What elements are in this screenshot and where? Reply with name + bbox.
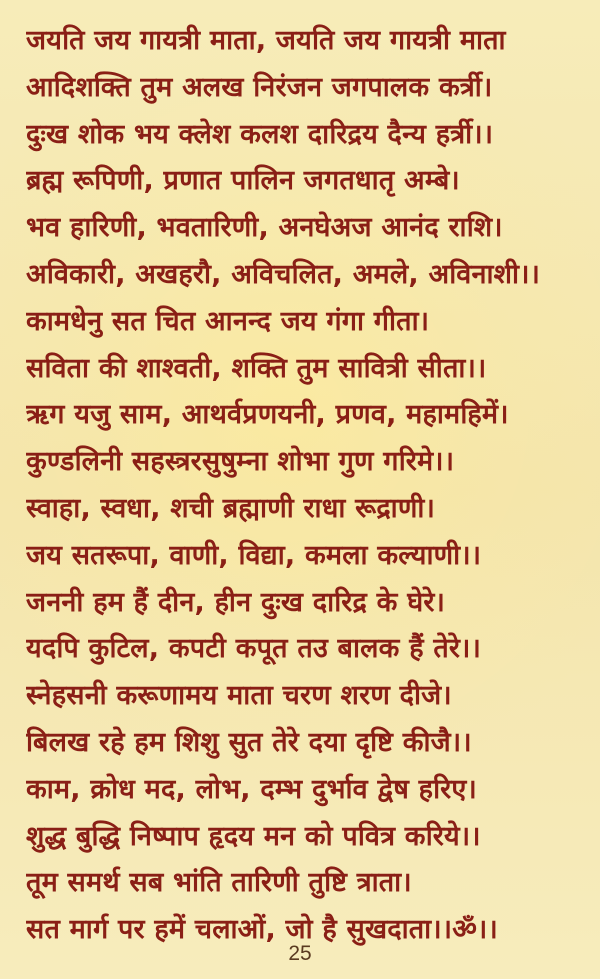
- verse-line: स्नेहसनी करूणामय माता चरण शरण दीजे।: [26, 680, 452, 712]
- verse-line: आदिशक्ति तुम अलख निरंजन जगपालक कर्त्री।: [26, 71, 493, 103]
- verse-line: बिलख रहे हम शिशु सुत तेरे दया दृष्टि कीजै।।: [26, 726, 472, 758]
- verse-line: शुद्ध बुद्धि निष्पाप हृदय मन को पवित्र करिये।।: [26, 820, 481, 852]
- verse-line: कुण्डलिनी सहस्त्ररसुषुम्ना शोभा गुण गरिमे।।: [26, 446, 455, 478]
- verse-line: भव हारिणी, भवतारिणी, अनघेअज आनंद राशि।: [26, 212, 503, 244]
- verse-line: कामधेनु सत चित आनन्द जय गंगा गीता।: [26, 305, 430, 337]
- verse-line: अविकारी, अखहरौ, अविचलित, अमले, अविनाशी।।: [26, 258, 541, 290]
- verse-line: ऋग यजु साम, आथर्वप्रणयनी, प्रणव, महामहिमें।: [26, 399, 509, 431]
- verse-line: सविता की शाश्वती, शक्ति तुम सावित्री सीता।।: [26, 352, 487, 384]
- verse-line: तूम समर्थ सब भांति तारिणी तुष्टि त्राता।: [26, 867, 412, 899]
- verse-line: सत मार्ग पर हमें चलाओं, जो है सुखदाता।।ॐ।।: [26, 914, 498, 946]
- verse-line: स्वाहा, स्वधा, शची ब्रह्माणी राधा रूद्राणी।: [26, 492, 436, 524]
- verse-line: ब्रह्म रूपिणी, प्रणात पालिन जगतधातृ अम्बे।: [26, 165, 460, 197]
- page-number: 25: [288, 942, 312, 965]
- verse-line: जयति जय गायत्री माता, जयति जय गायत्री माता: [26, 25, 506, 56]
- verse-line: जननी हम हैं दीन, हीन दुःख दारिद्र के घेरे।: [26, 586, 446, 618]
- verse-line: दुःख शोक भय क्लेश कलश दारिद्रय दैन्य हर्त्री।।: [26, 118, 494, 150]
- verse-line: जय सतरूपा, वाणी, विद्या, कमला कल्याणी।।: [26, 539, 482, 571]
- verse-line: यदपि कुटिल, कपटी कपूत तउ बालक हैं तेरे।।: [26, 633, 482, 665]
- verse-line: काम, क्रोध मद, लोभ, दम्भ दुर्भाव द्वेष हरिए।: [26, 773, 477, 805]
